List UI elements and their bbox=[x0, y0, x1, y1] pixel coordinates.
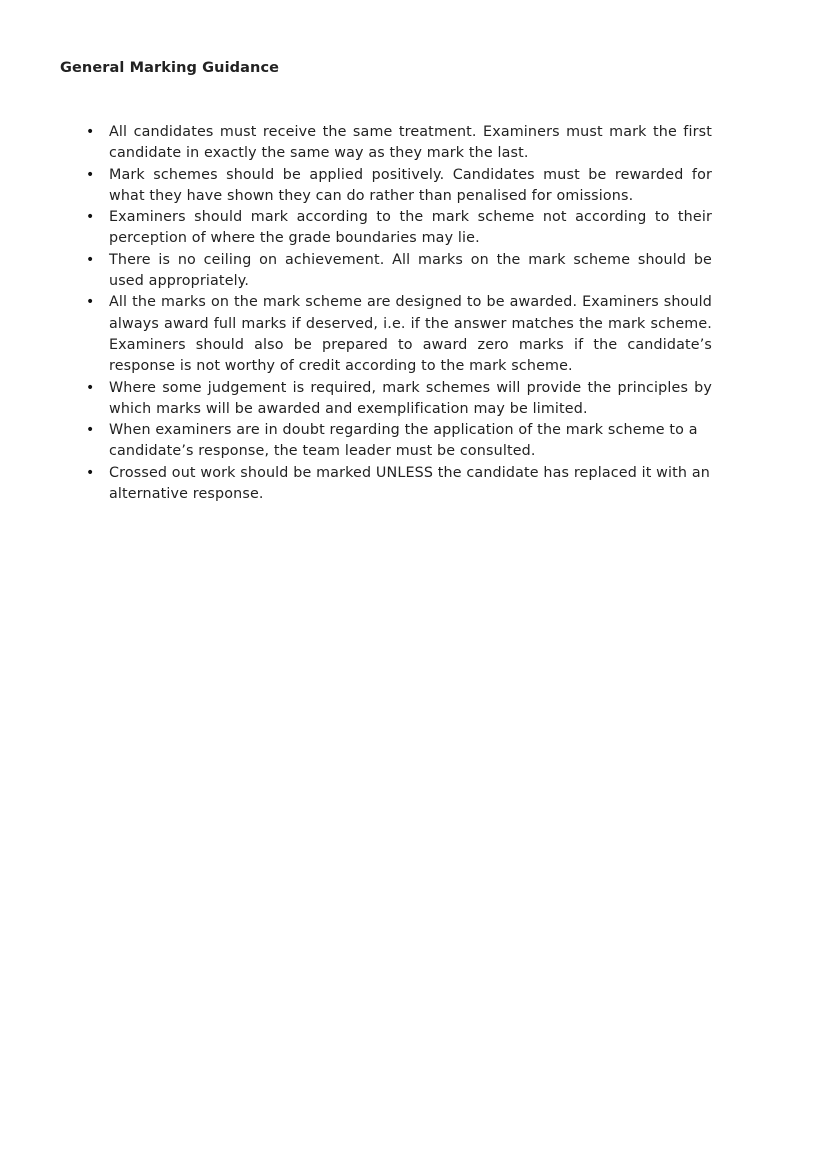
list-item bbox=[86, 165, 712, 208]
list-item bbox=[86, 207, 712, 250]
bullet-icon: • bbox=[86, 251, 95, 268]
bullet-icon: • bbox=[86, 124, 95, 140]
bullet-icon: • bbox=[86, 464, 95, 481]
list-item-text: When examiners are in doubt regarding the application of the mark scheme to a candidate’s response, the team leader must be consulted. bbox=[109, 422, 698, 460]
bullet-icon: • bbox=[86, 422, 95, 439]
list-item-text: Examiners should mark according to the mark scheme not according to their perception of where the grade boundaries may lie. bbox=[109, 209, 712, 247]
list-item-text: There is no ceiling on achievement. All marks on the mark scheme should be used appropriately. bbox=[109, 251, 712, 290]
bullet-icon: • bbox=[86, 209, 95, 226]
bullet-icon: • bbox=[86, 294, 95, 311]
list-item bbox=[86, 122, 712, 165]
bullet-icon: • bbox=[86, 166, 95, 183]
list-item bbox=[86, 378, 712, 421]
list-item-text: Mark schemes should be applied positively. Candidates must be rewarded for what they have shown they can do rather than penalised for omissions. bbox=[109, 166, 712, 204]
page-heading: General Marking Guidance bbox=[60, 60, 280, 76]
list-item-text: Crossed out work should be marked UNLESS the candidate has replaced it with an alternative response. bbox=[109, 464, 710, 503]
guidance-list bbox=[86, 122, 712, 505]
bullet-icon: • bbox=[86, 379, 95, 396]
list-item-text: All the marks on the mark scheme are designed to be awarded. Examiners should always award full marks if deserved, i.e. if the answer matches the mark scheme. Examiners should also be prepared to award zero marks if the candidate’s response is not worthy of credit according to the mark scheme. bbox=[109, 294, 712, 375]
list-item bbox=[86, 250, 712, 293]
list-item bbox=[86, 420, 712, 463]
list-item-text: Where some judgement is required, mark schemes will provide the principles by which marks will be awarded and exemplification may be limited. bbox=[109, 379, 712, 417]
list-item bbox=[86, 463, 712, 506]
list-item bbox=[86, 292, 712, 377]
list-item-text: All candidates must receive the same treatment. Examiners must mark the first candidate in exactly the same way as they mark the last. bbox=[109, 124, 712, 162]
